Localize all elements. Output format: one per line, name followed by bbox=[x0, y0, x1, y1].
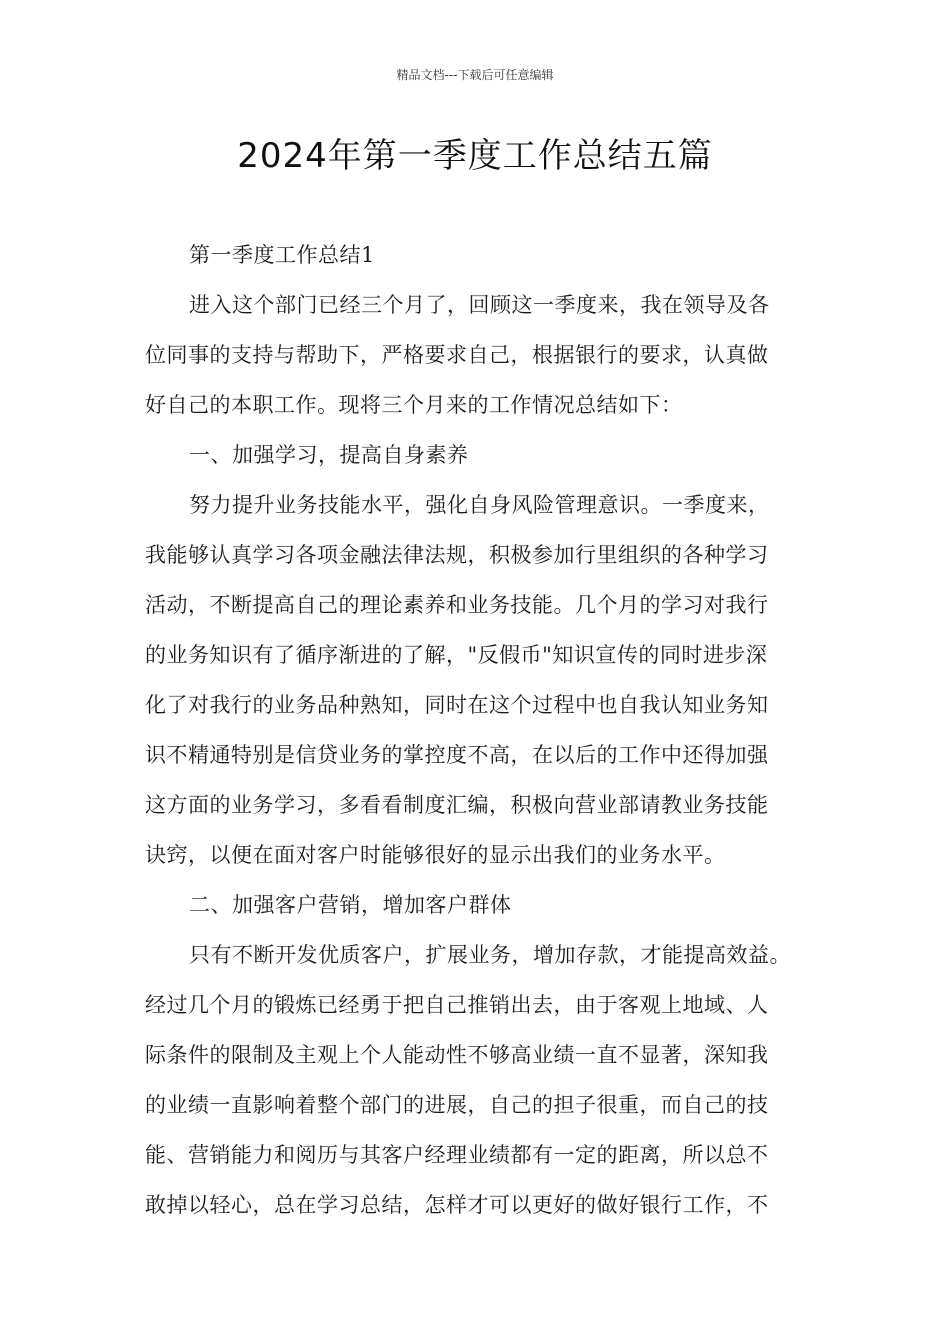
text-line: 际条件的限制及主观上个人能动性不够高业绩一直不显著，深知我 bbox=[145, 1043, 769, 1067]
text-line: 识不精通特别是信贷业务的掌控度不高，在以后的工作中还得加强 bbox=[145, 743, 769, 767]
text-line: 诀窍，以便在面对客户时能够很好的显示出我们的业务水平。 bbox=[145, 843, 726, 867]
text-line: 好自己的本职工作。现将三个月来的工作情况总结如下： bbox=[145, 393, 683, 417]
text-line: 只有不断开发优质客户，扩展业务，增加存款，才能提高效益。 bbox=[189, 943, 791, 967]
text-line: 位同事的支持与帮助下，严格要求自己，根据银行的要求，认真做 bbox=[145, 343, 769, 367]
text-line: 活动，不断提高自己的理论素养和业务技能。几个月的学习对我行 bbox=[145, 593, 769, 617]
text-line: 能、营销能力和阅历与其客户经理业绩都有一定的距离，所以总不 bbox=[145, 1143, 769, 1167]
text-line: 一、加强学习，提高自身素养 bbox=[189, 443, 469, 467]
document-title: 2024年第一季度工作总结五篇 bbox=[237, 136, 713, 176]
text-line: 敢掉以轻心，总在学习总结，怎样才可以更好的做好银行工作，不 bbox=[145, 1193, 769, 1217]
text-line: 进入这个部门已经三个月了，回顾这一季度来，我在领导及各 bbox=[189, 293, 770, 317]
text-line: 的业务知识有了循序渐进的了解，"反假币"知识宣传的同时进步深 bbox=[145, 643, 768, 667]
document-body bbox=[145, 230, 825, 1230]
page-header: 精品文档---下载后可任意编辑 bbox=[396, 68, 554, 82]
text-line: 这方面的业务学习，多看看制度汇编，积极向营业部请教业务技能 bbox=[145, 793, 769, 817]
text-line: 经过几个月的锻炼已经勇于把自己推销出去，由于客观上地域、人 bbox=[145, 993, 769, 1017]
text-line: 我能够认真学习各项金融法律法规，积极参加行里组织的各种学习 bbox=[145, 543, 769, 567]
text-line: 二、加强客户营销，增加客户群体 bbox=[189, 893, 512, 917]
text-line: 的业绩一直影响着整个部门的进展，自己的担子很重，而自己的技 bbox=[145, 1093, 769, 1117]
text-line: 努力提升业务技能水平，强化自身风险管理意识。一季度来， bbox=[189, 493, 770, 517]
text-line: 化了对我行的业务品种熟知，同时在这个过程中也自我认知业务知 bbox=[145, 693, 769, 717]
text-line: 第一季度工作总结1 bbox=[189, 243, 375, 267]
